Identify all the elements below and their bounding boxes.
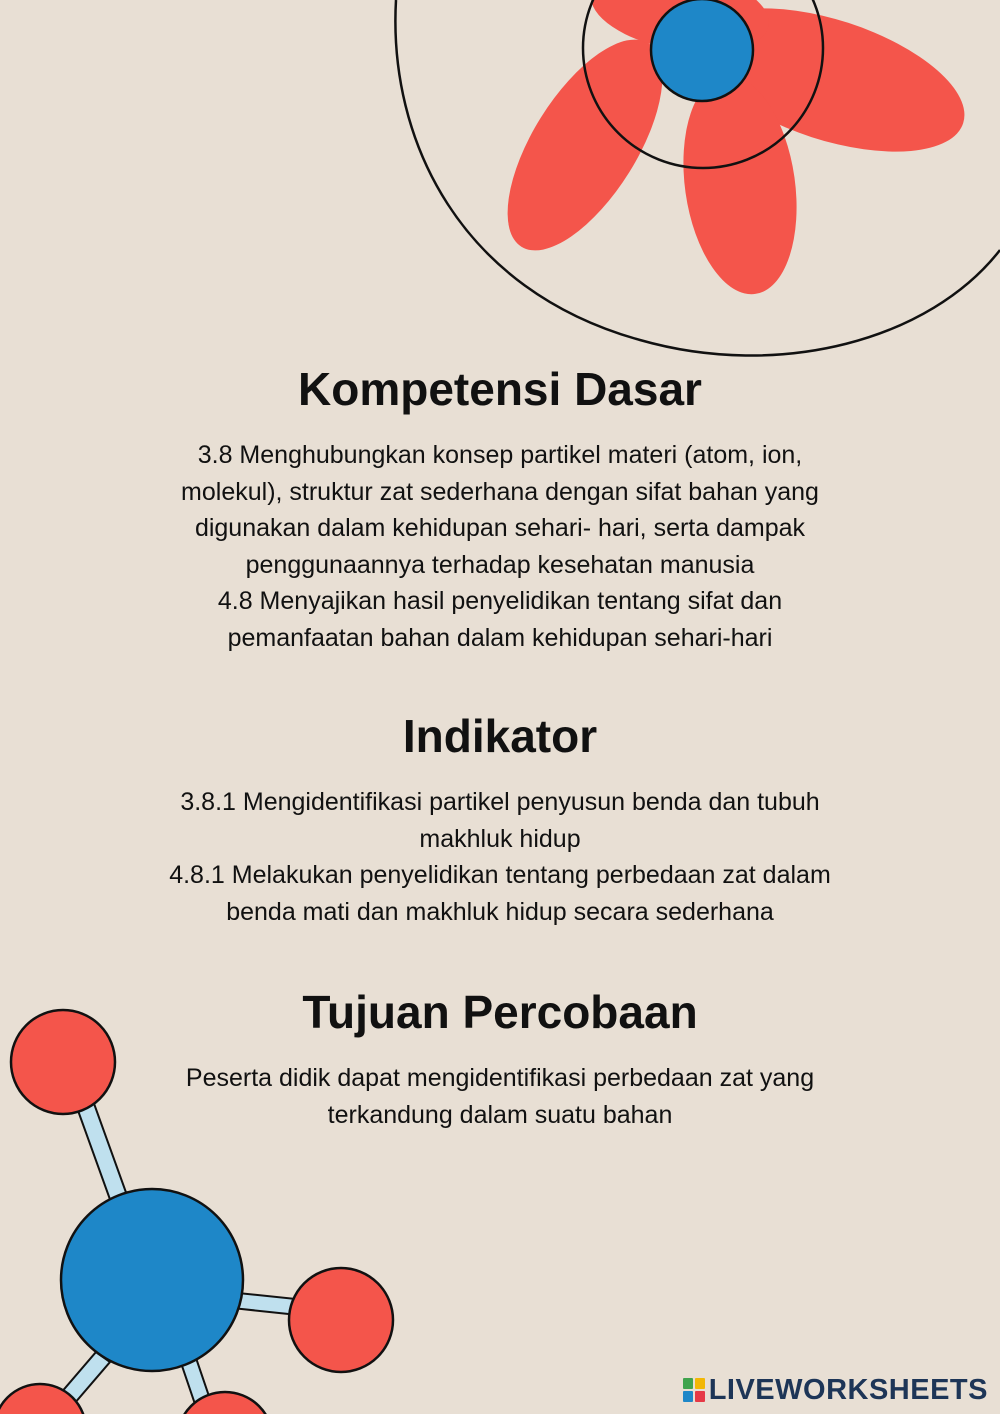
body-line: digunakan dalam kehidupan sehari- hari, serta dampak	[194, 514, 806, 542]
atom-blue-center	[61, 1189, 243, 1371]
indikator-body	[0, 784, 1000, 930]
body-line: molekul), struktur zat sederhana dengan sifat bahan yang	[181, 477, 819, 506]
body-line: 3.8.1 Mengidentifikasi partikel penyusun benda dan tubuh	[180, 788, 820, 816]
body-line: benda mati dan makhluk hidup secara sederhana	[226, 897, 774, 926]
flower-orbit-decoration	[380, 0, 1000, 370]
kompetensi-dasar-section	[0, 363, 1000, 656]
body-line: 4.8 Menyajikan hasil penyelidikan tentang sifat dan	[217, 587, 783, 615]
liveworksheets-logo[interactable]	[683, 1374, 988, 1406]
body-line: makhluk hidup	[419, 824, 581, 853]
body-line: pemanfaatan bahan dalam kehidupan sehari-hari	[227, 623, 773, 652]
body-line: 4.8.1 Melakukan penyelidikan tentang perbedaan zat dalam	[169, 861, 831, 889]
section-title-kompetensi-dasar: Kompetensi Dasar	[298, 363, 702, 415]
atom-red-right	[289, 1268, 393, 1372]
body-line: Peserta didik dapat mengidentifikasi perbedaan zat yang	[185, 1064, 815, 1092]
section-title-tujuan-percobaan: Tujuan Percobaan	[302, 986, 698, 1038]
liveworksheets-logo-icon	[683, 1378, 705, 1402]
flower-center	[651, 0, 753, 101]
indikator-section	[0, 710, 1000, 930]
section-title-indikator: Indikator	[402, 710, 598, 762]
logo-text: LIVEWORKSHEETS	[708, 1373, 988, 1406]
body-line: 3.8 Menghubungkan konsep partikel materi (atom, ion,	[197, 441, 803, 469]
body-line: penggunaannya terhadap kesehatan manusia	[245, 550, 755, 579]
kompetensi-dasar-body	[0, 437, 1000, 656]
tujuan-percobaan-section	[0, 986, 1000, 1133]
tujuan-percobaan-body	[0, 1060, 1000, 1133]
body-line: terkandung dalam suatu bahan	[327, 1100, 673, 1129]
